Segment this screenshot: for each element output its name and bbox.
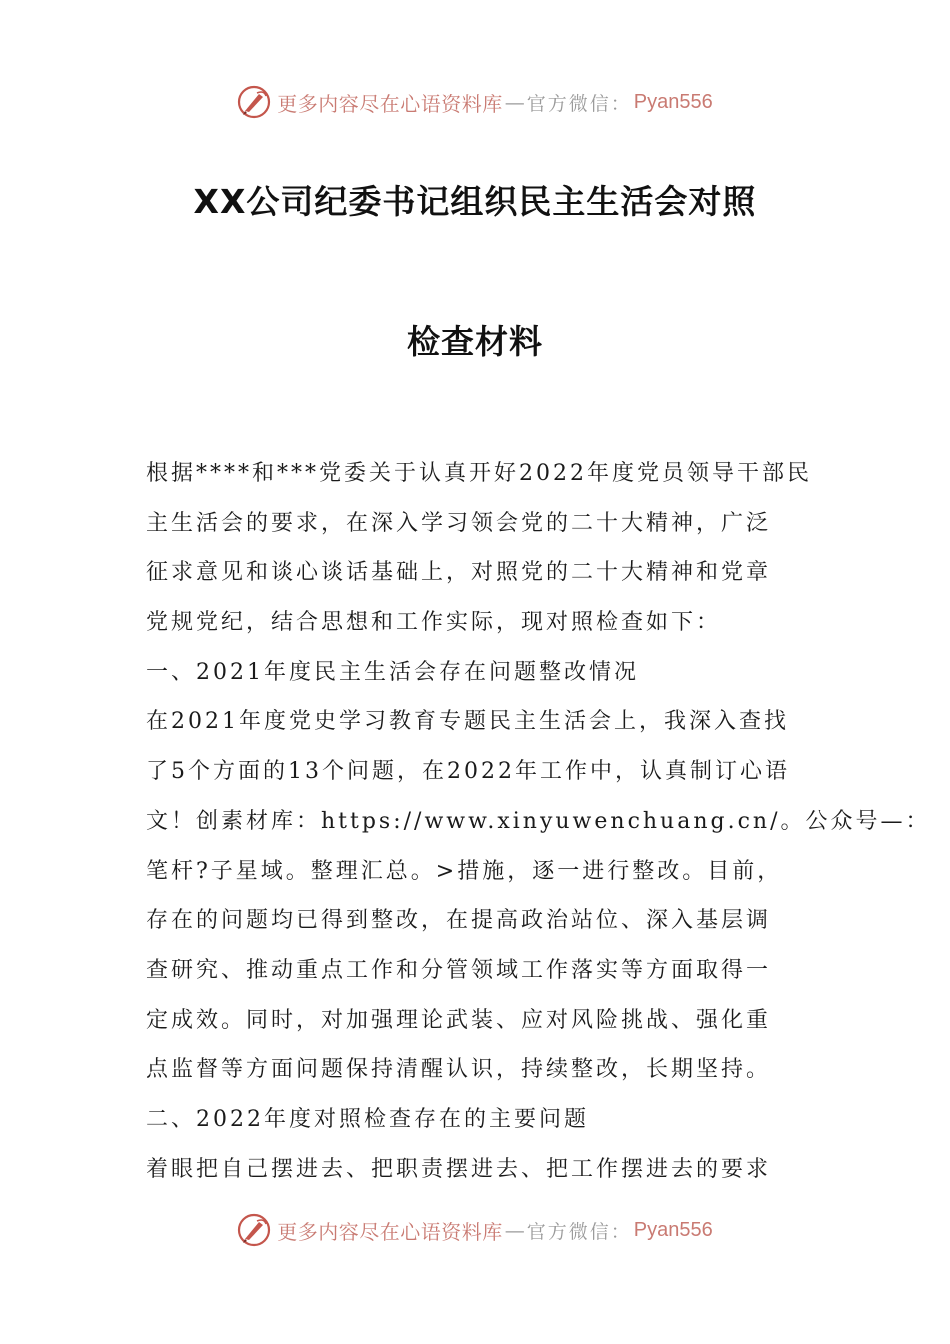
body-line: 了5个方面的13个问题，在2022年工作中，认真制订心语 [146, 759, 790, 785]
body-line: 查研究、推动重点工作和分管领域工作落实等方面取得一 [146, 957, 772, 983]
document-title-line-1: XX公司纪委书记组织民主生活会对照 [193, 182, 757, 221]
body-line: 存在的问题均已得到整改，在提高政治站位、深入基层调 [146, 908, 772, 934]
quill-logo-icon [237, 1213, 271, 1247]
footer-watermark-banner [0, 1208, 950, 1252]
watermark-official-label: 官方微信： [526, 1220, 632, 1243]
watermark-brand-text: 更多内容尽在心语资料库 [277, 91, 503, 116]
body-line: 定成效。同时，对加强理论武装、应对风险挑战、强化重 [146, 1007, 772, 1033]
watermark-brand-text: 更多内容尽在心语资料库 [277, 1219, 503, 1244]
body-line: 根据****和***党委关于认真开好2022年度党员领导干部民 [146, 461, 812, 486]
watermark-wechat-id: Pyan556 [633, 1218, 713, 1241]
body-line: 在2021年度党史学习教育专题民主生活会上，我深入查找 [146, 709, 789, 735]
body-line: 党规党纪，结合思想和工作实际，现对照检查如下： [146, 610, 722, 636]
section-heading-2: 二、2022年度对照检查存在的主要问题 [146, 1106, 589, 1132]
document-body [146, 449, 931, 1194]
watermark-wechat-id: Pyan556 [633, 90, 713, 113]
body-line: 笔杆?子星域。整理汇总。>措施，逐一进行整改。目前， [146, 858, 783, 884]
header-watermark-banner [0, 80, 950, 124]
document-title-line-2: 检查材料 [407, 322, 543, 361]
body-line: 主生活会的要求，在深入学习领会党的二十大精神，广泛 [146, 510, 772, 536]
quill-logo-icon [237, 85, 271, 119]
watermark-separator: — [504, 1218, 525, 1242]
watermark-official-label: 官方微信： [526, 92, 632, 115]
body-line: 文！创素材库：https://www.xinyuwenchuang.cn/。公众号—： [146, 808, 931, 834]
body-line: 着眼把自己摆进去、把职责摆进去、把工作摆进去的要求 [146, 1156, 772, 1182]
watermark-separator: — [504, 90, 525, 114]
body-line: 征求意见和谈心谈话基础上，对照党的二十大精神和党章 [146, 560, 772, 586]
body-line: 点监督等方面问题保持清醒认识，持续整改，长期坚持。 [146, 1057, 772, 1083]
section-heading-1: 一、2021年度民主生活会存在问题整改情况 [146, 659, 639, 685]
